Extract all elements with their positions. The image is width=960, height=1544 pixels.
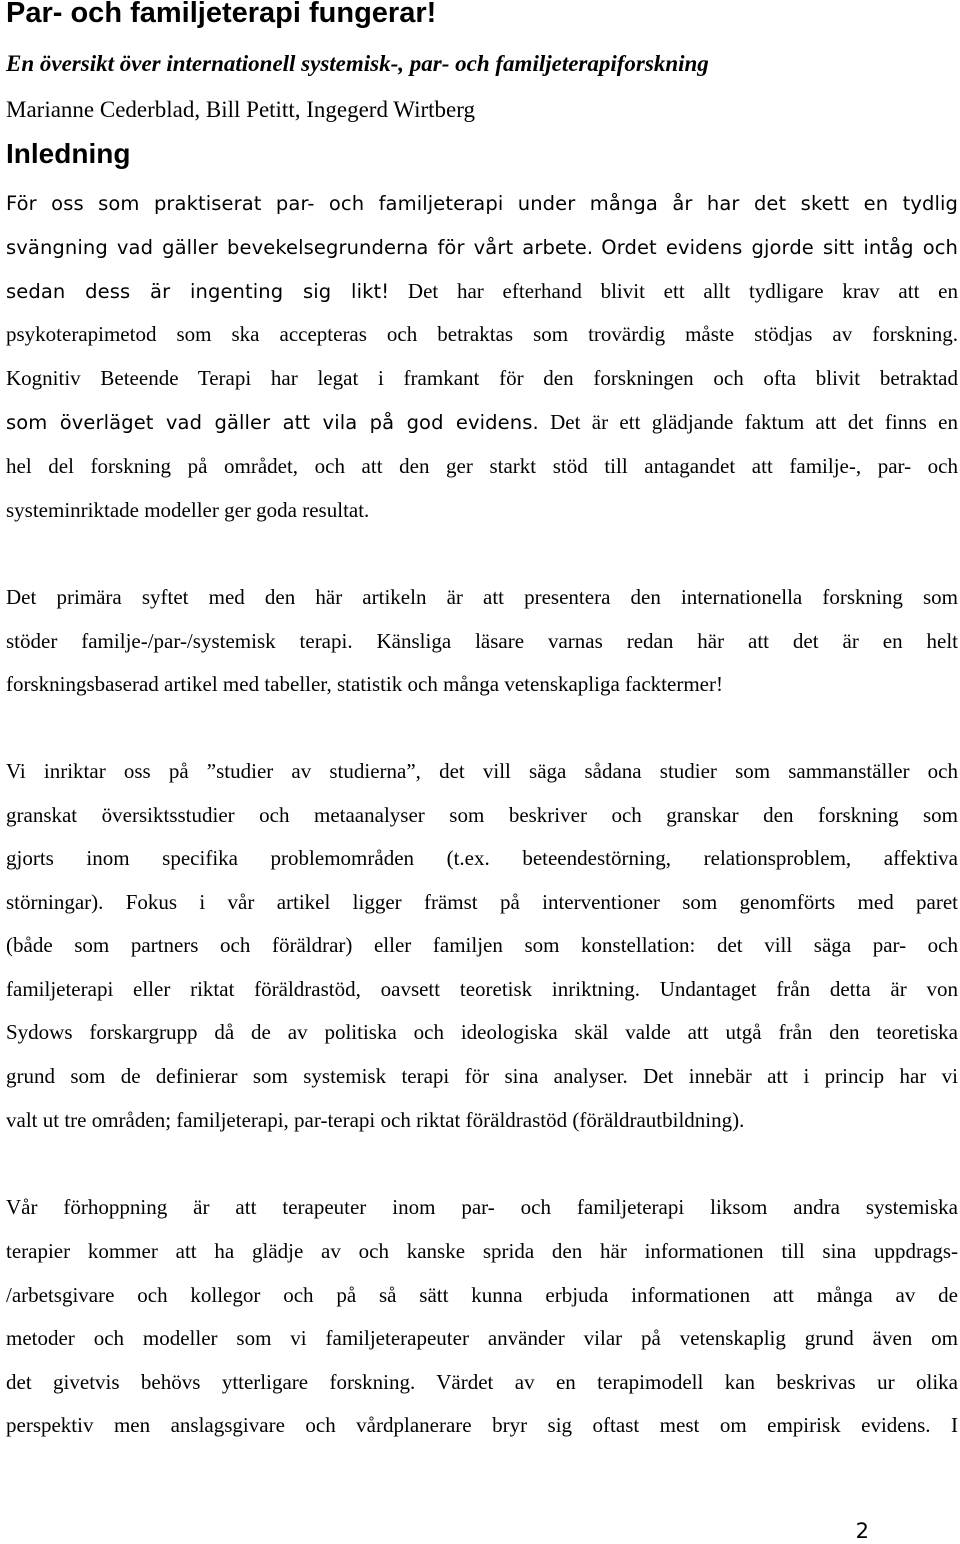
body-text-span: svängning vad gäller bevekelsegrunderna för vårt arbete. <box>6 236 594 259</box>
body-line: grund som de definierar som systemisk terapi för sina analyser. Det innebär att i princip har vi <box>6 1064 958 1088</box>
body-line: det givetvis behövs ytterligare forskning. Värdet av en terapimodell kan beskrivas ur olika <box>6 1370 958 1394</box>
body-line: hel del forskning på området, och att den ger starkt stöd till antagandet att familje-, par- och <box>6 454 958 478</box>
body-line: För oss som praktiserat par- och familjeterapi under många år har det skett en tydlig <box>6 192 958 215</box>
body-text-span: Det är ett glädjande faktum att det finns en <box>550 410 958 434</box>
body-line: valt ut tre områden; familjeterapi, par-terapi och riktat föräldrastöd (föräldrautbildning). <box>6 1108 745 1132</box>
body-text-span: sedan dess är ingenting sig likt! <box>6 280 390 303</box>
body-line: Sydows forskargrupp då de av politiska och ideologiska skäl valde att utgå från den teoretiska <box>6 1020 958 1044</box>
body-line-mixed <box>6 408 958 437</box>
body-line-mixed <box>6 277 958 306</box>
body-line: (både som partners och föräldrar) eller familjen som konstellation: det vill säga par- och <box>6 933 958 957</box>
body-text-span: Ordet evidens gjorde sitt intåg och <box>601 236 958 259</box>
body-text-span: som överläget vad gäller att vila på god evidens. <box>6 411 539 434</box>
body-line: systeminriktade modeller ger goda resultat. <box>6 498 370 522</box>
body-line: granskat översiktsstudier och metaanalyser som beskriver och granskar den forskning som <box>6 803 958 827</box>
document-subtitle: En översikt över internationell systemisk-, par- och familjeterapiforskning <box>6 51 709 76</box>
document-title: Par- och familjeterapi fungerar! <box>6 0 437 29</box>
body-line: Vår förhoppning är att terapeuter inom par- och familjeterapi liksom andra systemiska <box>6 1195 958 1219</box>
page-number: 2 <box>855 1519 869 1543</box>
body-line-mixed <box>6 233 958 262</box>
body-line: /arbetsgivare och kollegor och på så sätt kunna erbjuda informationen att många av de <box>6 1283 958 1307</box>
body-line: stöder familje-/par-/systemisk terapi. Känsliga läsare varnas redan här att det är en helt <box>6 629 958 653</box>
body-line: Det primära syftet med den här artikeln är att presentera den internationella forskning som <box>6 585 958 609</box>
section-heading: Inledning <box>6 138 131 169</box>
body-line: Vi inriktar oss på ”studier av studierna”, det vill säga sådana studier som sammanställer och <box>6 759 958 783</box>
body-line: metoder och modeller som vi familjeterapeuter använder vilar på vetenskaplig grund även om <box>6 1326 958 1350</box>
body-line: forskningsbaserad artikel med tabeller, statistik och många vetenskapliga facktermer! <box>6 672 723 696</box>
body-line: Kognitiv Beteende Terapi har legat i framkant för den forskningen och ofta blivit betraktad <box>6 366 958 390</box>
body-line: familjeterapi eller riktat föräldrastöd, oavsett teoretisk inriktning. Undantaget från detta är von <box>6 977 958 1001</box>
body-line: störningar). Fokus i vår artikel ligger främst på interventioner som genomförts med paret <box>6 890 958 914</box>
body-line: gjorts inom specifika problemområden (t.ex. beteendestörning, relationsproblem, affektiva <box>6 846 958 870</box>
body-text-span: Det har efterhand blivit ett allt tydligare krav att en <box>407 279 958 303</box>
body-line: terapier kommer att ha glädje av och kanske sprida den här informationen till sina uppdrags- <box>6 1239 958 1263</box>
author-list: Marianne Cederblad, Bill Petitt, Ingegerd Wirtberg <box>6 97 475 122</box>
body-line: psykoterapimetod som ska accepteras och betraktas som trovärdig måste stödjas av forskning. <box>6 322 958 346</box>
body-line: perspektiv men anslagsgivare och vårdplanerare bryr sig oftast mest om empirisk evidens. I <box>6 1413 958 1437</box>
